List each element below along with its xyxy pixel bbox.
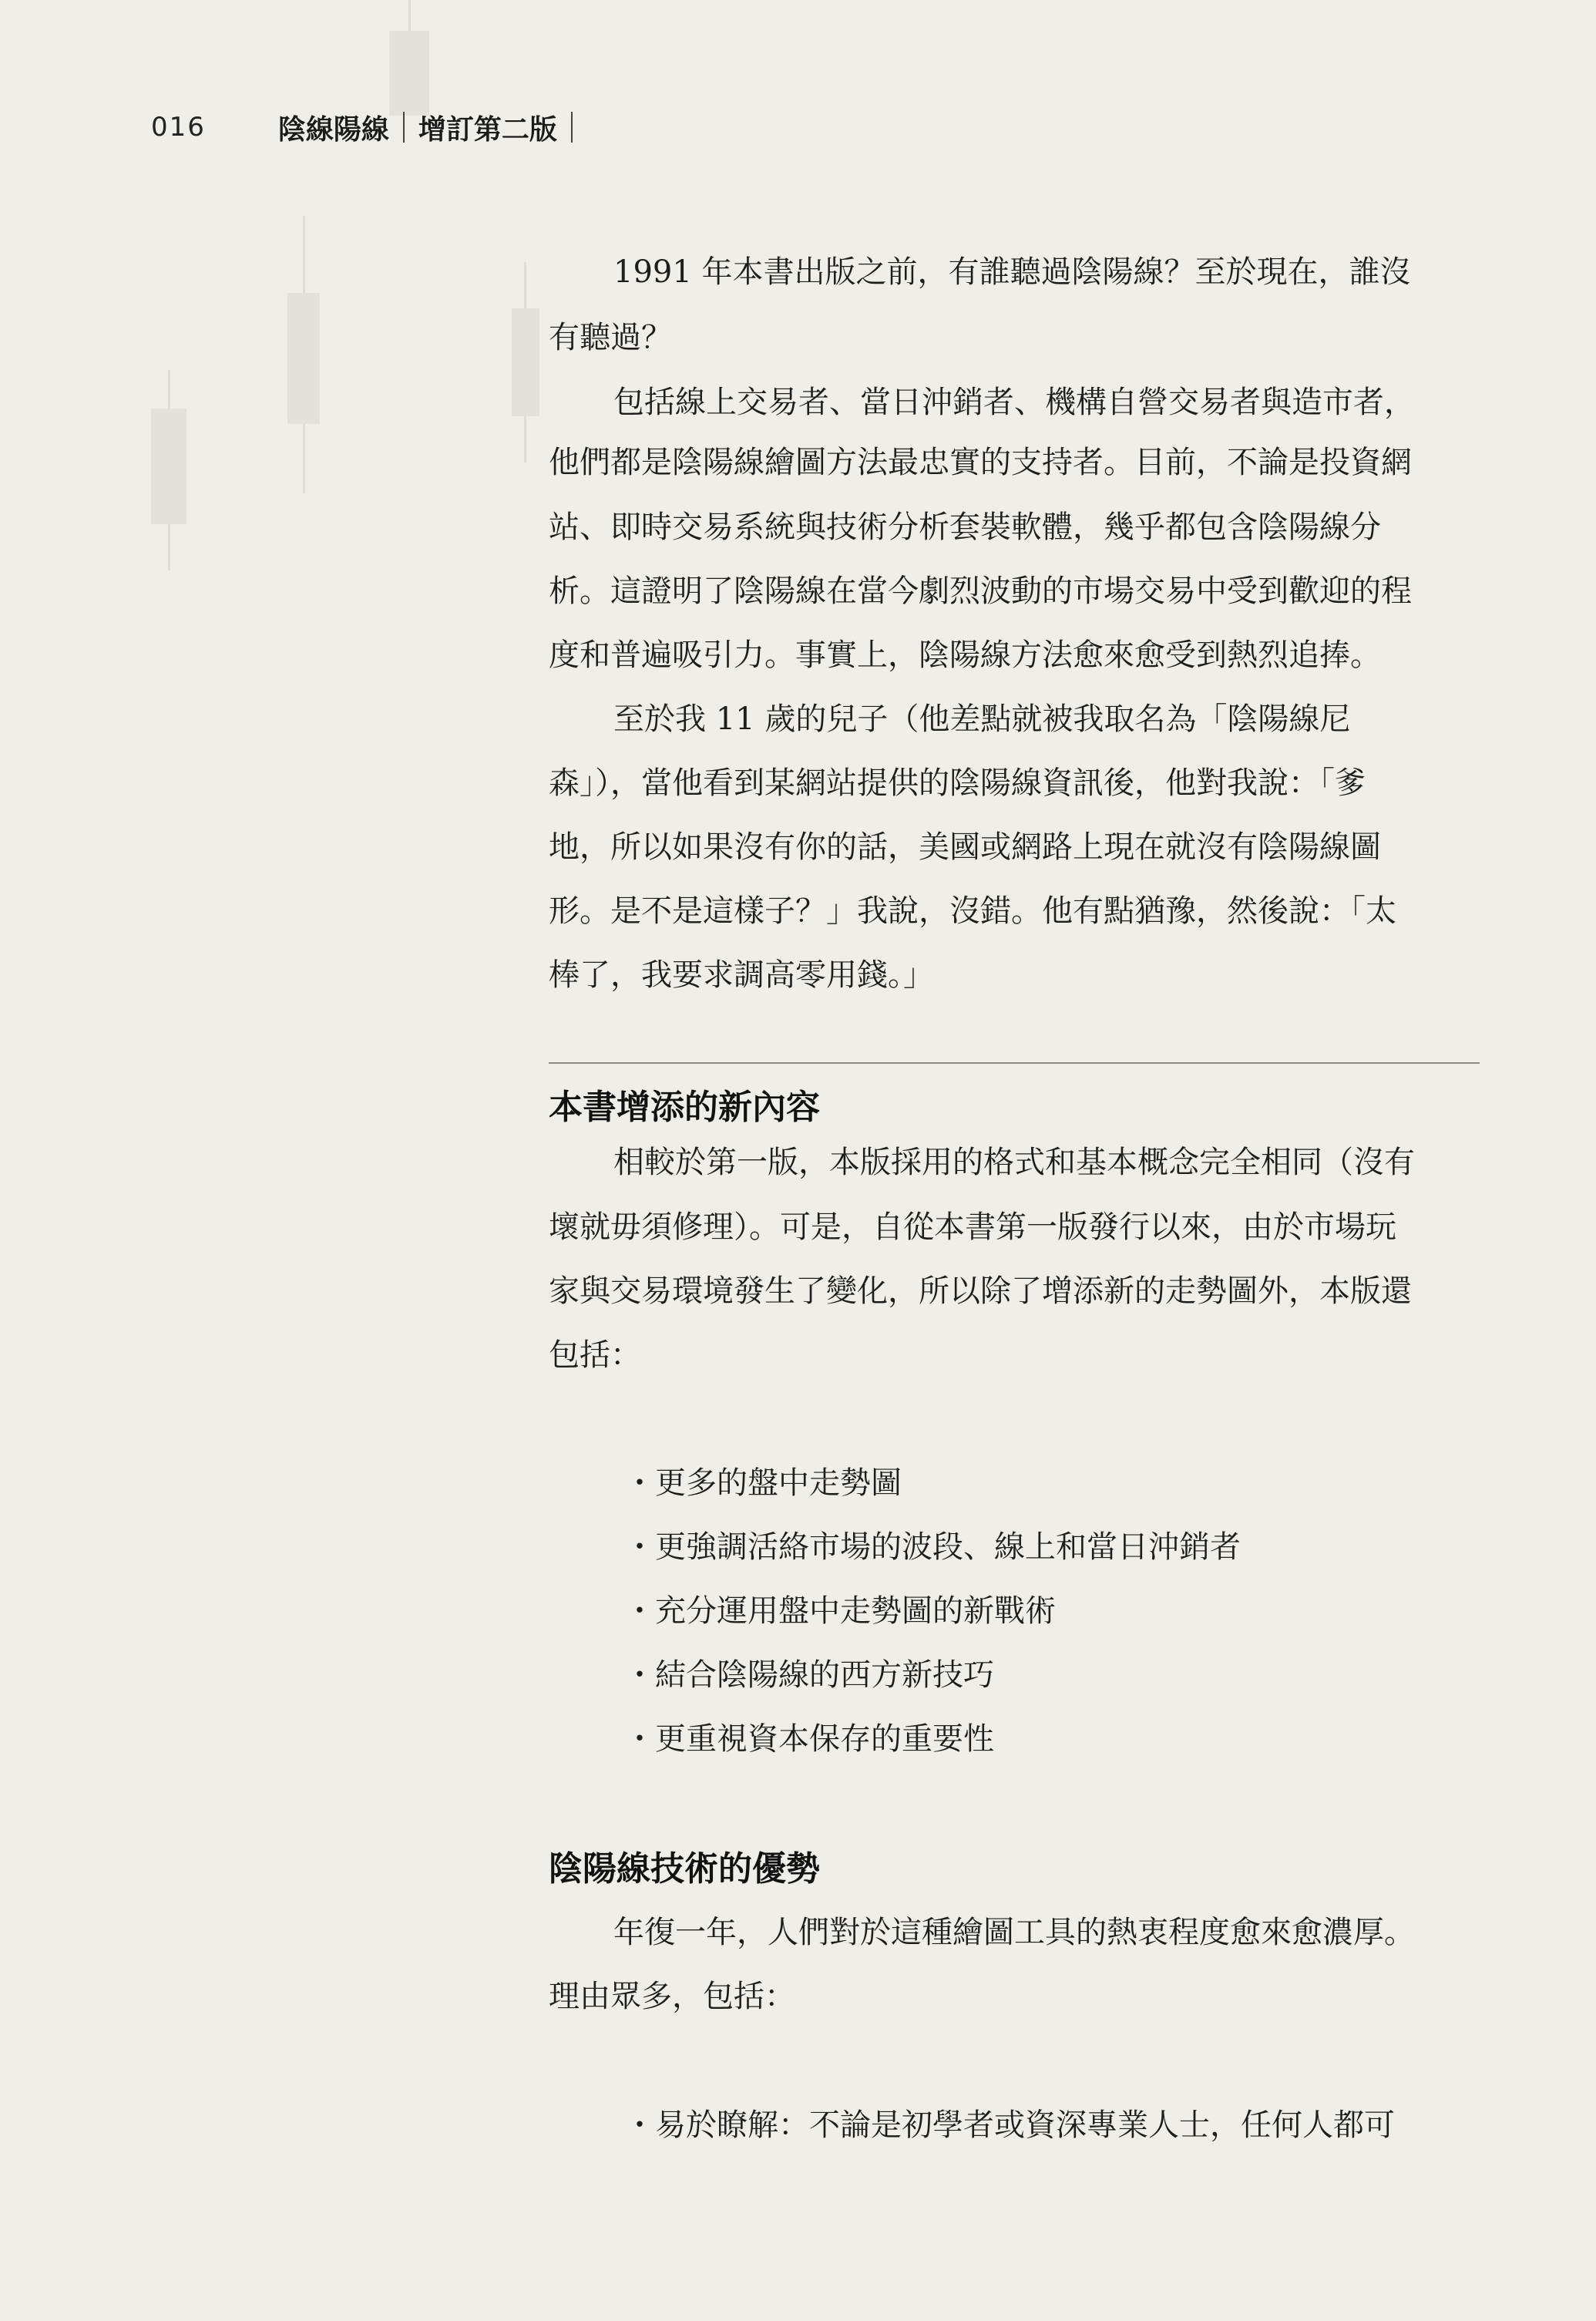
- bullet-marker: ・: [624, 1721, 655, 1757]
- text-line: 地，所以如果沒有你的話，美國或網路上現在就沒有陰陽線圖: [549, 829, 1381, 865]
- page-number: 016: [151, 112, 206, 143]
- text-line: 他們都是陰陽線繪圖方法最忠實的支持者。目前，不論是投資網: [549, 445, 1412, 480]
- text-line: 1991 年本書出版之前，有誰聽過陰陽線？至於現在，誰沒: [613, 254, 1411, 290]
- text-line: 析。這證明了陰陽線在當今劇烈波動的市場交易中受到歡迎的程: [549, 574, 1412, 609]
- section-divider: [549, 1062, 1480, 1064]
- text-line: 有聽過？: [549, 320, 672, 355]
- section-heading-advantages: 陰陽線技術的優勢: [549, 1849, 820, 1889]
- candle-body: [151, 409, 186, 524]
- bullet-item: [624, 1593, 1056, 1629]
- bullet-marker: ・: [624, 1465, 655, 1501]
- text-line: 棒了，我要求調高零用錢。」: [549, 957, 934, 993]
- bullet-item: [624, 1529, 1241, 1565]
- candle-body: [512, 308, 539, 416]
- bullet-marker: ・: [624, 1657, 655, 1693]
- edition-label: 增訂第二版: [418, 113, 557, 146]
- bullet-text: 充分運用盤中走勢圖的新戰術: [655, 1593, 1056, 1629]
- header-separator: [403, 112, 405, 143]
- text-line: 站、即時交易系統與技術分析套裝軟體，幾乎都包含陰陽線分: [549, 510, 1381, 545]
- bullet-item: [624, 1657, 994, 1693]
- candle-body: [389, 31, 429, 116]
- text-line: 至於我 11 歲的兒子（他差點就被我取名為「陰陽線尼: [613, 701, 1351, 737]
- bullet-marker: ・: [624, 2107, 655, 2143]
- text-line: 家與交易環境發生了變化，所以除了增添新的走勢圖外，本版還: [549, 1273, 1412, 1309]
- bullet-text: 更重視資本保存的重要性: [655, 1721, 994, 1757]
- text-line: 相較於第一版，本版採用的格式和基本概念完全相同（沒有: [613, 1145, 1415, 1180]
- text-line: 理由眾多，包括：: [549, 1979, 795, 2014]
- text-line: 森」），當他看到某網站提供的陰陽線資訊後，他對我說：「爹: [549, 765, 1366, 801]
- text-line: 包括：: [549, 1337, 641, 1373]
- text-line: 形。是不是這樣子？」我說，沒錯。他有點猶豫，然後說：「太: [549, 893, 1396, 929]
- book-title: 陰線陽線: [277, 113, 389, 146]
- bullet-text: 更多的盤中走勢圖: [655, 1465, 902, 1501]
- bullet-text: 更強調活絡市場的波段、線上和當日沖銷者: [655, 1529, 1241, 1565]
- bullet-item: [624, 1465, 902, 1501]
- candle-body: [287, 293, 320, 424]
- text-line: 包括線上交易者、當日沖銷者、機構自營交易者與造市者，: [613, 385, 1415, 420]
- bullet-text: 結合陰陽線的西方新技巧: [655, 1657, 994, 1693]
- header-separator-end: [571, 112, 573, 143]
- bullet-marker: ・: [624, 1529, 655, 1565]
- bullet-item: [624, 2107, 1395, 2143]
- bullet-marker: ・: [624, 1593, 655, 1629]
- bullet-item: [624, 1721, 994, 1757]
- section-heading-new-content: 本書增添的新內容: [549, 1088, 820, 1127]
- text-line: 年復一年，人們對於這種繪圖工具的熱衷程度愈來愈濃厚。: [613, 1915, 1415, 1950]
- text-line: 度和普遍吸引力。事實上，陰陽線方法愈來愈受到熱烈追捧。: [549, 637, 1381, 673]
- running-header: [151, 108, 586, 146]
- text-line: 壞就毋須修理）。可是，自從本書第一版發行以來，由於市場玩: [549, 1209, 1396, 1245]
- bullet-text: 易於瞭解：不論是初學者或資深專業人士，任何人都可: [655, 2107, 1395, 2143]
